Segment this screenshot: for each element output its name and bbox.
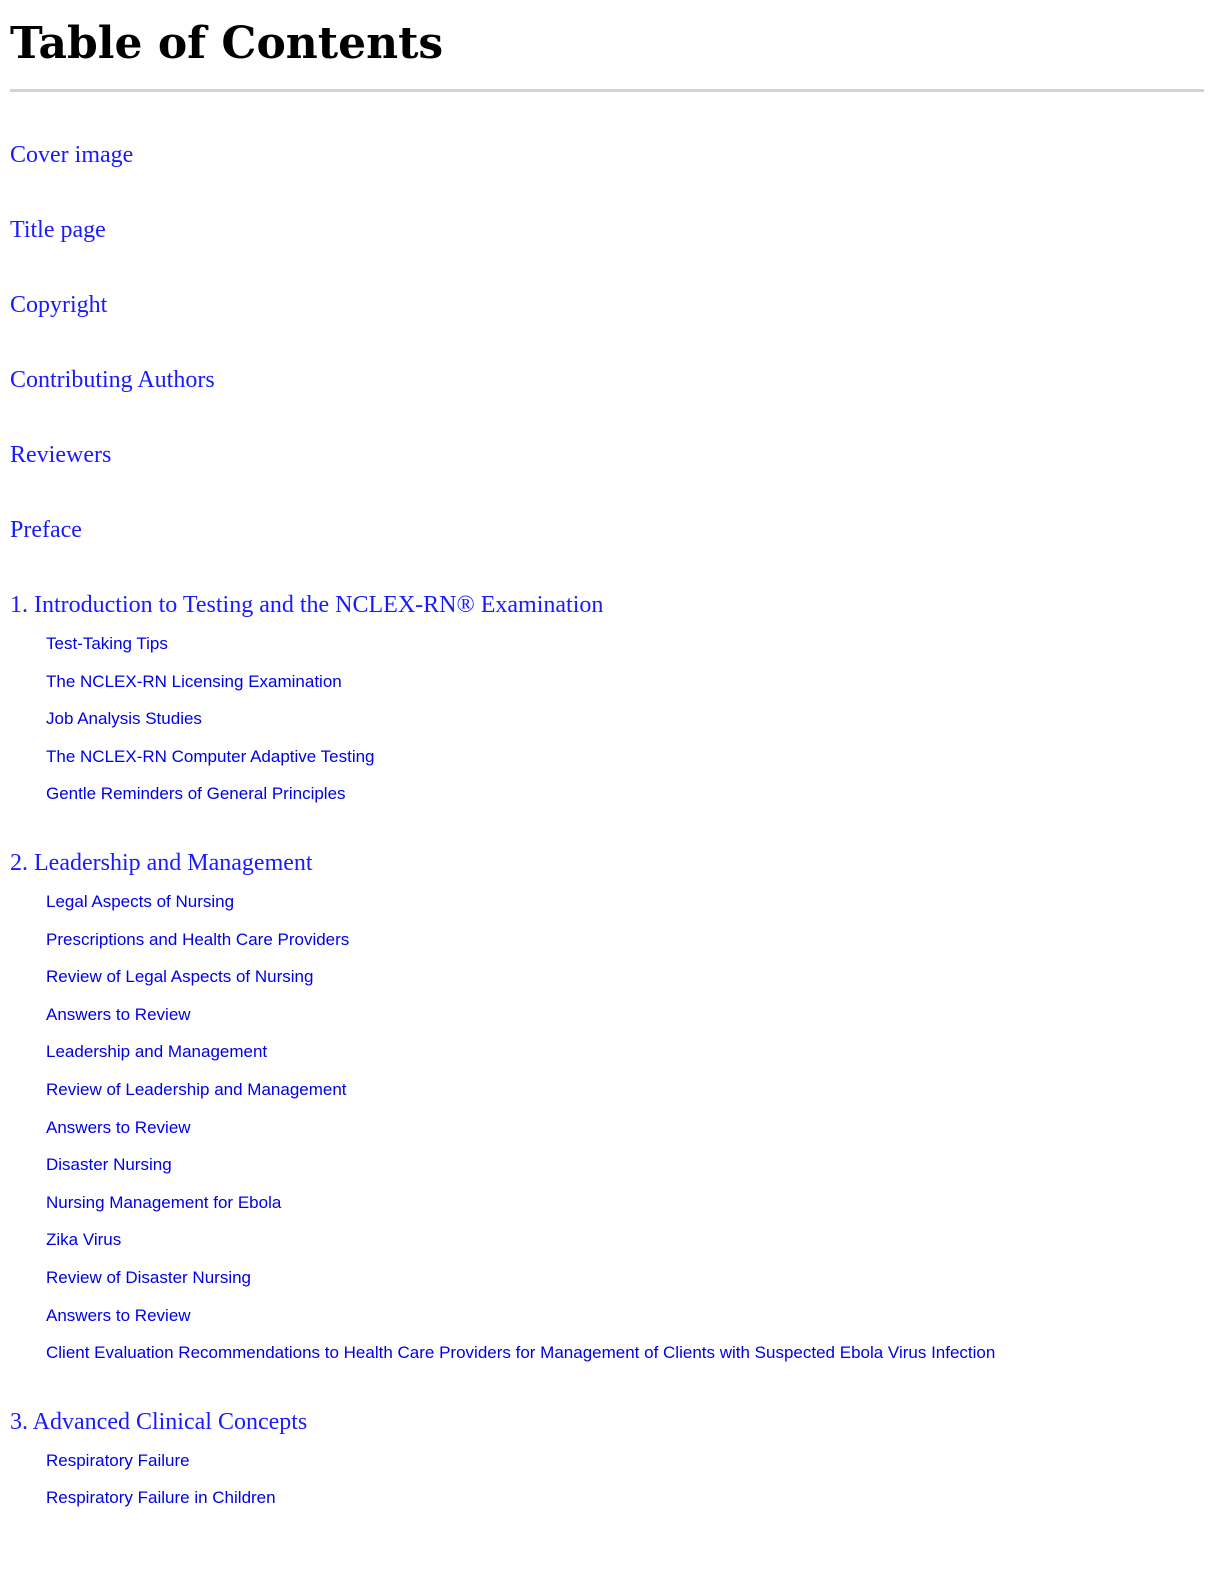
section-link[interactable]: Client Evaluation Recommendations to Health Care Providers for Management of Clients with Suspected Ebola Virus Infection — [46, 1343, 996, 1363]
chapter-link[interactable]: 3. Advanced Clinical Concepts — [10, 1408, 308, 1435]
title-divider — [10, 89, 1204, 92]
page-title: Table of Contents — [10, 18, 444, 69]
toc-link-cover-image[interactable]: Cover image — [10, 142, 134, 168]
section-link[interactable]: Answers to Review — [46, 1305, 191, 1325]
toc-chapter-2 — [10, 846, 1204, 1372]
toc-entries — [10, 138, 1204, 1550]
toc-link-copyright[interactable]: Copyright — [10, 292, 108, 318]
toc-link-title-page[interactable]: Title page — [10, 217, 106, 243]
toc-link-reviewers[interactable]: Reviewers — [10, 442, 112, 468]
section-link[interactable]: Legal Aspects of Nursing — [46, 891, 235, 911]
section-link[interactable]: Test-Taking Tips — [46, 634, 168, 653]
section-link[interactable]: Respiratory Failure in Children — [46, 1488, 276, 1508]
section-link[interactable]: Leadership and Management — [46, 1042, 268, 1062]
chapter-link[interactable]: 2. Leadership and Management — [10, 849, 313, 876]
section-list — [10, 883, 1204, 1372]
section-list — [10, 625, 1204, 813]
section-link[interactable]: Respiratory Failure — [46, 1450, 190, 1470]
section-link[interactable]: Review of Leadership and Management — [46, 1079, 347, 1099]
section-link[interactable]: Zika Virus — [46, 1230, 122, 1250]
toc-chapter-1 — [10, 588, 1204, 813]
section-link[interactable]: Review of Legal Aspects of Nursing — [46, 967, 314, 987]
chapter-link[interactable]: 1. Introduction to Testing and the NCLEX-RN® Examination — [10, 592, 604, 618]
section-link[interactable]: Job Analysis Studies — [46, 709, 202, 729]
section-link[interactable]: Answers to Review — [46, 1117, 191, 1137]
section-link[interactable]: Prescriptions and Health Care Providers — [46, 929, 350, 949]
section-link[interactable]: The NCLEX-RN Computer Adaptive Testing — [46, 746, 375, 766]
toc-chapter-3 — [10, 1405, 1204, 1517]
section-link[interactable]: Answers to Review — [46, 1004, 191, 1024]
toc-link-contributing-authors[interactable]: Contributing Authors — [10, 367, 215, 393]
section-link[interactable]: Gentle Reminders of General Principles — [46, 784, 346, 804]
section-list — [10, 1442, 1204, 1517]
section-link[interactable]: The NCLEX-RN Licensing Examination — [46, 671, 342, 691]
section-link[interactable]: Disaster Nursing — [46, 1155, 172, 1175]
toc-link-preface[interactable]: Preface — [10, 517, 82, 543]
toc-page — [10, 0, 1204, 1508]
section-link[interactable]: Nursing Management for Ebola — [46, 1192, 282, 1212]
section-link[interactable]: Review of Disaster Nursing — [46, 1267, 252, 1287]
